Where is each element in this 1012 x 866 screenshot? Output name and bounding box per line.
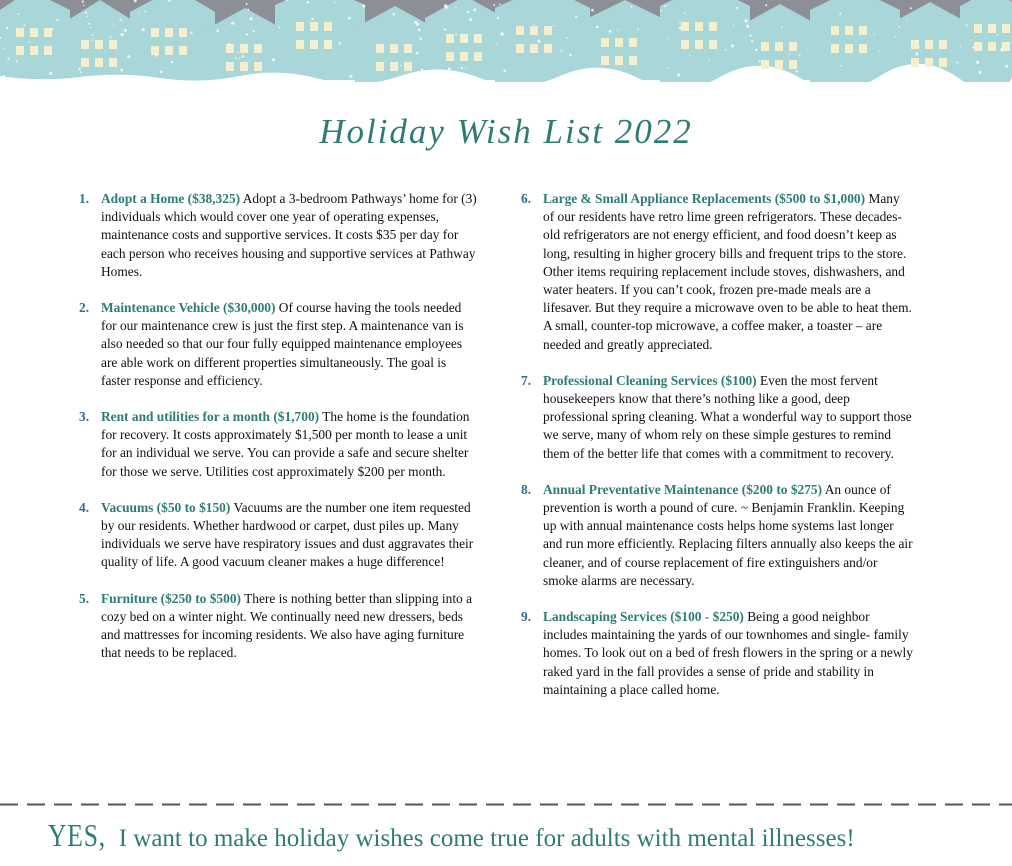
item-number: 2. — [79, 300, 90, 316]
wish-item — [79, 299, 479, 390]
dashed-divider — [0, 803, 1012, 806]
item-description: Many of our residents have retro lime green refrigerators. These decades- old refrigerators are not energy efficient, and food doesn’t keep as long, resulting in higher grocery bills and frequent trips to the store. Other items requiring replacement include stoves, dishwashers, and water heaters. If you can’t cook, frozen pre-made meals are a lifesaver. But they require a microwave oven to be able to heat them. A small, counter-top microwave, a coffee maker, a toaster – are needed and greatly appreciated. — [543, 191, 912, 352]
item-heading: Professional Cleaning Services ($100) — [543, 372, 757, 388]
wish-item — [521, 608, 913, 699]
item-number: 5. — [79, 590, 90, 606]
wish-item — [79, 408, 479, 481]
item-number: 7. — [521, 372, 532, 388]
item-heading: Maintenance Vehicle ($30,000) — [101, 300, 276, 316]
header-banner — [0, 0, 1012, 92]
item-number: 8. — [521, 481, 532, 497]
item-number: 1. — [79, 191, 90, 206]
item-description: An ounce of prevention is worth a pound of cure. ~ Benjamin Franklin. Keeping up with annual maintenance costs helps home systems last longer and run more efficiently. Replacing filters annually also keeps the air cleaner, and of course replacement of fire extinguishers and/or smoke alarms are necessary. — [543, 481, 913, 588]
item-description: There is nothing better than slipping into a cozy bed on a winter night. We continually need new dressers, beds and mattresses for incoming residents. We also have aging furniture that needs to be replaced. — [101, 590, 473, 661]
item-heading: Landscaping Services ($100 - $250) — [543, 609, 744, 625]
item-description: Of course having the tools needed for our maintenance crew is just the first step. A maintenance van is also needed so that our four fully equipped maintenance employees are able work on different properties simultaneously. The goal is faster response and efficiency. — [101, 300, 464, 388]
item-description: Being a good neighbor includes maintaining the yards of our townhomes and single- family homes. To look out on a bed of fresh flowers in the spring or a newly raked yard in the fall provides a sense of pride and stability in maintaining a place called home. — [543, 609, 913, 697]
wish-item — [521, 372, 913, 463]
wish-item — [79, 190, 479, 281]
item-number: 9. — [521, 609, 532, 625]
item-heading: Adopt a Home ($38,325) — [101, 191, 241, 206]
wish-item — [79, 499, 479, 572]
item-description: Adopt a 3-bedroom Pathways’ home for (3) individuals which would cover one year of operating expenses, maintenance costs and supportive services. It costs $35 per day for each person who receives housing and supportive services at Pathway Homes. — [101, 191, 477, 279]
houses-illustration — [0, 0, 1012, 92]
page-title: Holiday Wish List 2022 — [319, 112, 693, 151]
item-heading: Vacuums ($50 to $150) — [101, 499, 231, 515]
wish-item — [79, 590, 479, 663]
item-number: 4. — [79, 499, 90, 515]
item-description: Even the most fervent housekeepers know that there’s nothing like a good, deep professional spring cleaning. What a wonderful way to support those we serve, many of whom rely on these simple gestures to remind them of the better life that comes with a commitment to recovery. — [543, 372, 912, 461]
wish-list-right-column — [521, 190, 913, 699]
item-heading: Annual Preventative Maintenance ($200 to $275) — [543, 481, 823, 497]
item-heading: Large & Small Appliance Replacements ($500 to $1,000) — [543, 191, 866, 206]
item-number: 3. — [79, 409, 90, 425]
yes-label: YES, — [48, 817, 106, 853]
item-heading: Rent and utilities for a month ($1,700) — [101, 409, 320, 425]
wish-item — [521, 190, 913, 354]
pledge-footer — [48, 818, 998, 856]
item-heading: Furniture ($250 to $500) — [101, 590, 241, 606]
wish-list-left-column — [79, 190, 479, 662]
item-description: The home is the foundation for recovery. It costs approximately $1,500 per month to lease a unit for an individual we serve. You can provide a safe and secure shelter for those we serve. Utilities cost approximately $200 per month. — [101, 409, 470, 479]
item-description: Vacuums are the number one item requested by our residents. Whether hardwood or carpet, dust piles up. Many individuals we serve have respiratory issues and dust aggravates their quality of life. A good vacuum cleaner makes a huge difference! — [101, 499, 474, 570]
item-number: 6. — [521, 191, 532, 206]
pledge-text: I want to make holiday wishes come true for adults with mental illnesses! — [112, 825, 855, 852]
wish-item — [521, 481, 913, 590]
